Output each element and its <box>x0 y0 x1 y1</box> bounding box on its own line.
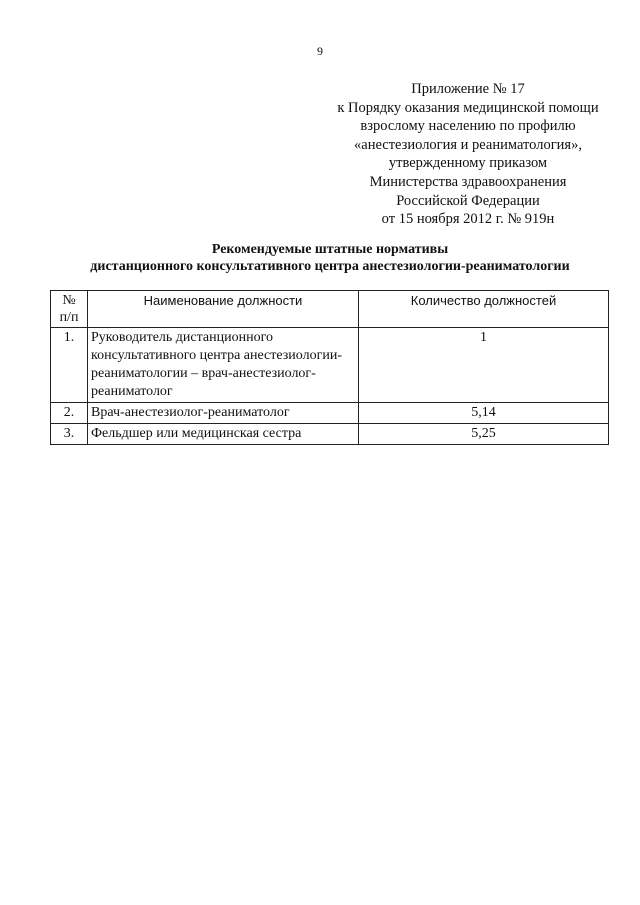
row-position-count: 5,14 <box>359 403 609 424</box>
row-position-name: Врач-анестезиолог-реаниматолог <box>88 403 359 424</box>
appendix-line: к Порядку оказания медицинской помощи <box>337 99 599 116</box>
appendix-line: утвержденному приказом <box>388 155 548 172</box>
header-number <box>51 291 88 328</box>
appendix-line: взрослому населению по профилю <box>360 118 576 135</box>
title-line-1: Рекомендуемые штатные нормативы <box>211 242 449 257</box>
title-line-2: дистанционного консультативного центра анестезиологии-реаниматологии <box>90 259 570 274</box>
table-row <box>51 424 609 445</box>
row-number: 2. <box>51 403 88 424</box>
appendix-line: Российской Федерации <box>396 192 540 209</box>
table-row <box>51 403 609 424</box>
page-number: 9 <box>317 44 323 58</box>
appendix-line: Приложение № 17 <box>411 81 525 97</box>
document-title <box>40 241 620 275</box>
row-number: 3. <box>51 424 88 445</box>
header-number-symbol: № <box>62 293 76 308</box>
appendix-line: от 15 ноября 2012 г. № 919н <box>381 211 555 228</box>
table-row <box>51 328 609 403</box>
row-position-name: Руководитель дистанционного консультативного центра анестезиологии-реаниматологии – врач-анестезиолог-реаниматолог <box>88 328 359 403</box>
row-position-count: 5,25 <box>359 424 609 445</box>
header-position-name: Наименование должности <box>88 291 359 328</box>
row-position-name: Фельдшер или медицинская сестра <box>88 424 359 445</box>
row-number: 1. <box>51 328 88 403</box>
appendix-block <box>318 80 618 229</box>
header-position-count: Количество должностей <box>359 291 609 328</box>
header-number-abbr: п/п <box>59 310 79 325</box>
row-position-count: 1 <box>359 328 609 403</box>
appendix-line: Министерства здравоохранения <box>369 173 567 190</box>
staffing-table <box>50 290 609 445</box>
appendix-line: «анестезиология и реаниматология», <box>354 136 582 153</box>
table-header-row <box>51 291 609 328</box>
